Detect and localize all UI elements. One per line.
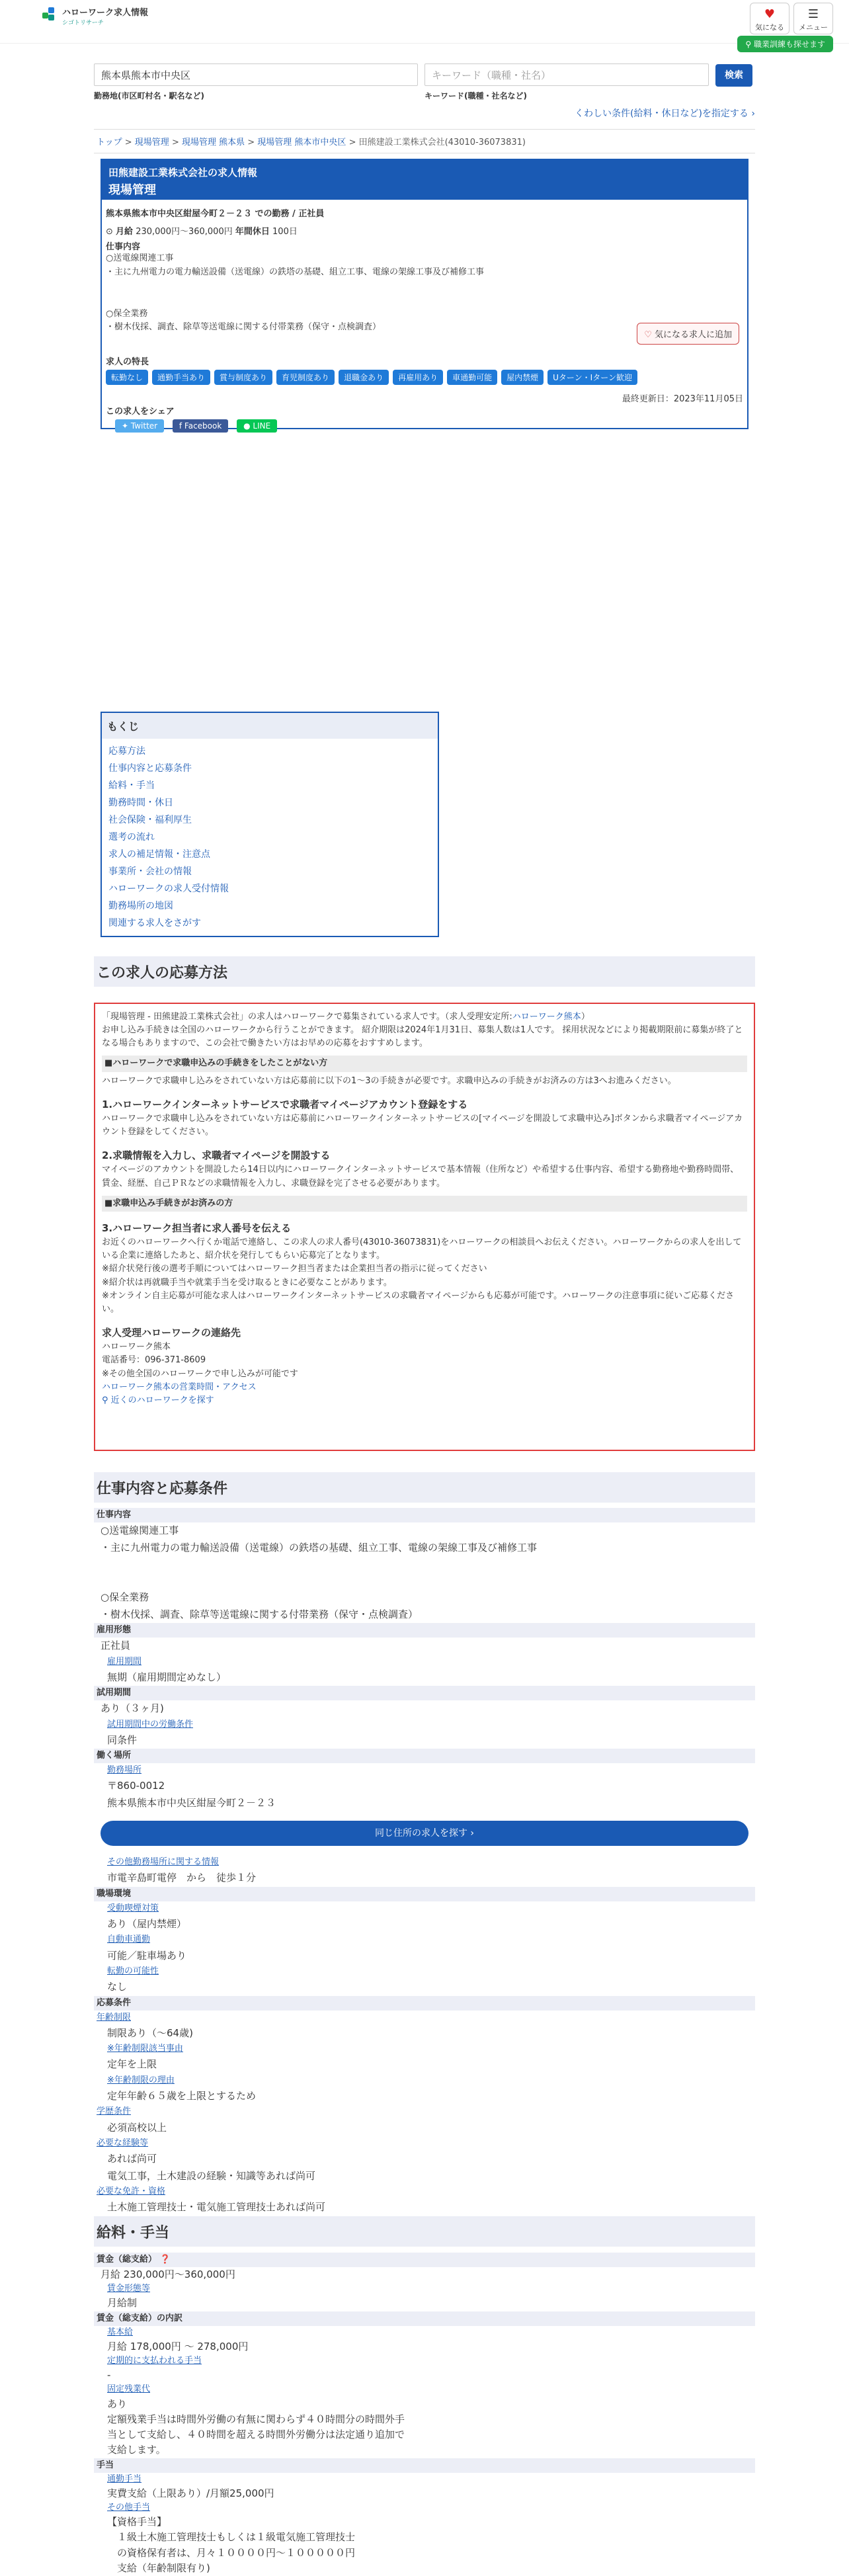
conditions-section <box>94 1508 755 2233</box>
trial-value: あり（３ヶ月) <box>101 1702 164 1715</box>
note: ※紹介状は再就職手当や就業手当を受け取るときに必要なことがあります。 <box>102 1277 392 1288</box>
trial-cond-value: 同条件 <box>107 1733 138 1746</box>
other-allowance-line: 支給（年齢制限有り) <box>107 2561 210 2574</box>
toc-item[interactable]: 関連する求人をさがす <box>108 918 201 929</box>
same-address-label: 同じ住所の求人を探す <box>374 1828 467 1839</box>
toc-item[interactable]: ハローワークの求人受付情報 <box>108 884 229 894</box>
duty-line: ○送電線関連工事 <box>106 253 174 263</box>
facebook-label: Facebook <box>184 421 222 431</box>
access-link[interactable]: ハローワーク熊本の営業時間・アクセス <box>102 1382 257 1392</box>
menu-label: メニュー <box>799 23 828 32</box>
feature-tag[interactable]: 車通勤可能 <box>447 370 497 385</box>
company-line: 田熊建設工業株式会社の求人情報 <box>108 167 258 179</box>
experience-value: あれば尚可 <box>107 2153 157 2165</box>
table-of-contents <box>101 712 439 937</box>
overtime-label: 固定残業代 <box>107 2384 151 2395</box>
yen-icon: ⊙ <box>106 227 113 237</box>
wage-label: 賃金（総支給） <box>97 2255 157 2264</box>
wage-bar <box>94 2253 755 2267</box>
age-value: 制限あり（～64歳) <box>107 2026 193 2039</box>
job-location-line: 熊本県熊本市中央区紺屋今町２－２３ での勤務 / 正社員 <box>106 209 325 219</box>
favorites-label: 気になる <box>755 23 784 32</box>
step1-title: 1.ハローワークインターネットサービスで求職者マイページアカウント登録をする <box>102 1098 468 1110</box>
updated-date: 最終更新日：2023年11月05日 <box>622 394 743 405</box>
experience-detail: 電気工事，土木建設の経験・知識等あれば尚可 <box>107 2169 316 2182</box>
age-reason2-value: 定年年齢６５歳を上限とするため <box>107 2089 257 2102</box>
toc-item[interactable]: 勤務時間・休日 <box>108 798 173 808</box>
pay-heading: 給料・手当 <box>94 2216 755 2247</box>
fixed-allowance-value: - <box>107 2369 111 2382</box>
other-place-value: 市電辛島町電停 から 徒歩１分 <box>107 1872 257 1884</box>
add-favorite-label: 気になる求人に追加 <box>654 330 732 340</box>
line-label: LINE <box>253 421 271 431</box>
search-icon: ⚲ <box>102 1395 108 1405</box>
contact-tel: 電話番号：096-371-8609 <box>102 1355 206 1366</box>
step2-text: マイページのアカウントを開設したら14日以内にハローワークインターネットサービスで基本情報（住所など）や希望する仕事内容、希望する勤務地や勤務時間帯、賃金、経歴、自己ＰＲなどの求職情報を入力し、求職登録を完了させる必要があります。 <box>102 1165 739 1188</box>
training-button[interactable] <box>737 36 833 52</box>
other-allowance-line: １級土木施工管理技士もしくは１級電気施工管理技士 <box>107 2531 356 2544</box>
contact-note: ※その他全国のハローワークで申し込みが可能です <box>102 1368 298 1379</box>
address: 熊本県熊本市中央区紺屋今町２－２３ <box>107 1796 276 1809</box>
education-value: 必須高校以上 <box>107 2121 167 2134</box>
other-allowance-line: 【資格手当】 <box>107 2516 167 2528</box>
line-share-button[interactable] <box>237 419 277 433</box>
toc-item[interactable]: 事業所・会社の情報 <box>108 866 192 877</box>
duty-spacer <box>94 1556 755 1573</box>
period-value: 無期（雇用期間定めなし） <box>107 1671 227 1683</box>
duty-spacer <box>94 1573 755 1589</box>
duty-line <box>106 294 743 308</box>
heart-outline-icon: ♡ <box>644 330 655 340</box>
chevron-right-icon: › <box>751 108 755 119</box>
transfer-value: なし <box>107 1981 128 1993</box>
transfer-label: 転勤の可能性 <box>107 1966 159 1977</box>
site-logo[interactable] <box>42 5 148 26</box>
note: ※オンライン自主応募が可能な求人はハローワークインターネットサービスの求職者マイページからも応募が可能です。ハローワークの注意事項に従いご応募ください。 <box>102 1290 735 1314</box>
feature-tag[interactable]: 屋内禁煙 <box>501 370 544 385</box>
holiday-label: 年間休日 <box>235 227 270 237</box>
commute-label: 通勤手当 <box>107 2473 142 2484</box>
apply-section: 「現場管理 - 田熊建設工業株式会社」の求人はハローワークで募集されている求人です。（求人受理安定所:ハローワーク熊本） お申し込み手続きは全国のハローワークから行うことができます。 紹介期限は2024年1月31日、募集人数は1人です。 採用状況などにより掲載期限前に募集が終了となる場合もありますので、この会社で働きたい方はお早めの応募をおすすめします。 ■ハローワークで求職申込みの手続きをしたことがない方 ハローワークで求職申し込みをされていない方は応募前に以下の1〜3の手続きが必要です。求職申込みの手続きがお済みの方は3へお進みください。 1.ハローワークインターネットサービスで求職者マイページアカウント登録をする ハローワークで求職申し込みをされていない方は応募前にハローワークインターネットサービスの[マイページを開設して求職申込み]ボタンから求職者マイページアカウント登録をしてください。 2.求職情報を入力し、求職者マイページを開設する マイページのアカウントを開設したら14日以内にハローワークインターネットサービスで基本情報（住所など）や希望する仕事内容、希望する勤務地や勤務時間帯、賃金、経歴、自己ＰＲなどの求職情報を入力し、求職登録を完了させる必要があります。 ■求職申込み手続きがお済みの方 3.ハローワーク担当者に求人番号を伝える お近くのハローワークへ行くか電話で連絡し、この求人の求人番号(43010-36073831)をハローワークの相談員へお伝えください。ハローワークからの求人を出している企業に連絡したあと、紹介状を発行してもらい応募完了となります。 ※紹介状発行後の選考手順についてはハローワーク担当者または企業担当者の指示に従ってください ※紹介状は再就職手当や就業手当を受け取るときに必要なことがあります。 ※オンライン自主応募が可能な求人はハローワークインターネットサービスの求職者マイページからも応募が可能です。ハローワークの注意事項に従いご応募ください。 求人受理ハローワークの連絡先 ハローワーク熊本 電話番号：096-371-8609 ※その他全国のハローワークで申し込みが可能です ハローワーク熊本の営業時間・アクセス ⚲ 近くのハローワークを探す <box>94 1003 755 1451</box>
conditions-heading: 仕事内容と応募条件 <box>94 1472 755 1503</box>
base-label: 基本給 <box>107 2327 134 2337</box>
keyword-input[interactable]: キーワード（職種・社名） <box>425 63 709 86</box>
contact-name: ハローワーク熊本 <box>102 1342 171 1352</box>
breadcrumb: トップ > 現場管理 > 現場管理 熊本県 > 現場管理 熊本市中央区 > 田熊建設工業株式会社(43010-36073831) <box>94 129 755 153</box>
main-container <box>94 63 755 2574</box>
employment-value: 正社員 <box>101 1640 131 1651</box>
pay-holiday-line <box>106 224 743 237</box>
other-place-label: その他勤務場所に関する情報 <box>107 1857 220 1868</box>
job-title: 現場管理 <box>108 183 156 197</box>
workplace-sub: 勤務場所 <box>107 1765 142 1776</box>
line-icon: ● <box>243 421 253 431</box>
env-bar: 職場環境 <box>94 1887 755 1901</box>
location-label: 勤務地(市区町村名・駅名など) <box>94 91 204 101</box>
breadcrumb-category[interactable]: 現場管理 <box>134 138 169 147</box>
heart-icon: ♥ <box>764 7 776 21</box>
twitter-label: Twitter <box>130 421 158 431</box>
twitter-icon: ✦ <box>122 421 131 431</box>
car-label: 自動車通勤 <box>107 1934 151 1945</box>
duties-label: 仕事内容 <box>106 242 141 252</box>
age-reason2-label: ※年齢制限の理由 <box>107 2075 175 2085</box>
period-label: 雇用期間 <box>107 1656 142 1667</box>
no-registration-text: ハローワークで求職申し込みをされていない方は応募前に以下の1〜3の手続きが必要です。求職申込みの手続きがお済みの方は3へお進みください。 <box>102 1075 676 1086</box>
duty-line: ・主に九州電力の電力輸送設備（送電線）の鉄塔の基礎、組立工事、電線の架線工事及び補修工事 <box>101 1541 538 1554</box>
duty-line: ・樹木伐採、調査、除草等送電線に関する付帯業務（保守・点検調査） <box>106 322 382 333</box>
duty-line: ・主に九州電力の電力輸送設備（送電線）の鉄塔の基礎、組立工事、電線の架線工事及び補修工事 <box>106 267 485 277</box>
feature-tag[interactable]: 通勤手当あり <box>152 370 210 385</box>
age-reason-label: ※年齢制限該当事由 <box>107 2044 183 2054</box>
breadcrumb-prefecture[interactable]: 現場管理 熊本県 <box>181 138 245 147</box>
step3-text: お近くのハローワークへ行くか電話で連絡し、この求人の求人番号(43010-36073831)をハローワークの相談員へお伝えください。ハローワークからの求人を出している企業に連絡したあと、紹介状を発行してもらい応募完了となります。 <box>102 1237 742 1261</box>
zip-code: 〒860-0012 <box>107 1780 165 1792</box>
pay-value: 230,000円〜360,000円 <box>136 227 233 237</box>
feature-tag[interactable]: 退職金あり <box>339 370 389 385</box>
license-value: 土木施工管理技士・電気施工管理技士あれば尚可 <box>107 2201 326 2214</box>
detail-search-link[interactable]: くわしい条件(給料・休日など)を指定する <box>575 108 748 119</box>
contact-title: 求人受理ハローワークの連絡先 <box>102 1327 241 1339</box>
duty-line: ○保全業務 <box>106 308 148 319</box>
age-label: 年齢制限 <box>97 2012 132 2022</box>
registered-strip: ■求職申込み手続きがお済みの方 <box>102 1196 747 1212</box>
feature-tags <box>106 370 743 385</box>
feature-tag[interactable]: 転勤なし <box>106 370 148 385</box>
holiday-value: 100日 <box>272 227 298 237</box>
step1-text: ハローワークで求職申し込みをされていない方は応募前にハローワークインターネットサービスの[マイページを開設して求職申込み]ボタンから求職者マイページアカウント登録をしてください。 <box>102 1113 743 1138</box>
toc-item[interactable]: 社会保険・福利厚生 <box>108 815 192 825</box>
toc-item[interactable]: 仕事内容と応募条件 <box>108 763 192 774</box>
site-header <box>0 0 849 44</box>
toc-item[interactable]: 応募方法 <box>108 746 145 757</box>
apply-heading: この求人の応募方法 <box>94 956 755 987</box>
logo-subtitle: シゴトリサーチ <box>62 20 104 26</box>
breadcrumb-city[interactable]: 現場管理 熊本市中央区 <box>257 138 346 147</box>
allowance-bar: 手当 <box>94 2458 755 2473</box>
toc-item[interactable]: 勤務場所の地図 <box>108 901 173 911</box>
step2-title: 2.求職情報を入力し、求職者マイページを開設する <box>102 1149 331 1162</box>
feature-tag[interactable]: 賞与制度あり <box>214 370 272 385</box>
favorites-button[interactable] <box>750 3 789 34</box>
duty-line: ○送電線関連工事 <box>101 1524 179 1536</box>
logo-icon <box>42 7 60 24</box>
facebook-icon: f <box>179 421 184 431</box>
commute-value: 実費支給（上限あり）/月額25,000円 <box>107 2487 274 2499</box>
duty-line: ○保全業務 <box>101 1591 149 1603</box>
overtime-detail: 支給します。 <box>107 2444 166 2456</box>
share-buttons <box>106 419 743 433</box>
education-label: 学歴条件 <box>97 2106 132 2117</box>
pay-section <box>94 2253 755 2576</box>
same-address-button[interactable] <box>101 1821 748 1846</box>
other-allowance-label: その他手当 <box>107 2502 151 2513</box>
fixed-allowance-label: 定期的に支払われる手当 <box>107 2356 202 2366</box>
pay-label: 月給 <box>116 227 134 237</box>
help-icon[interactable]: ❓ <box>159 2255 171 2264</box>
search-bar <box>94 63 755 101</box>
duties-bar: 仕事内容 <box>94 1508 755 1522</box>
wage-type-label: 賃金形態等 <box>107 2284 151 2294</box>
overtime-detail: 当として支給し、４０時間を超える時間外労働分は法定通り追加で <box>107 2429 405 2441</box>
overtime-value: あり <box>107 2397 128 2410</box>
car-value: 可能／駐車場あり <box>107 1949 187 1962</box>
breadcrumb-top[interactable]: トップ <box>97 138 122 147</box>
hellowork-link[interactable]: ハローワーク熊本 <box>512 1012 581 1022</box>
requirements-bar: 応募条件 <box>94 1996 755 2011</box>
no-registration-strip: ■ハローワークで求職申込みの手続きをしたことがない方 <box>102 1056 747 1071</box>
license-label: 必要な免許・資格 <box>97 2186 166 2197</box>
share-label: この求人をシェア <box>106 407 175 417</box>
feature-tag[interactable]: Uターン・Iターン歓迎 <box>547 370 637 385</box>
search-icon: ⚲ <box>745 40 754 49</box>
toc-title: もくじ <box>102 713 438 739</box>
features-label: 求人の特長 <box>106 357 149 368</box>
keyword-label: キーワード(職種・社名など) <box>425 91 527 101</box>
employment-bar: 雇用形態 <box>94 1623 755 1638</box>
base-value: 月給 178,000円 〜 278,000円 <box>107 2340 249 2352</box>
feature-tag[interactable]: 再雇用あり <box>393 370 443 385</box>
breakdown-bar: 賃金（総支給）の内訳 <box>94 2311 755 2326</box>
trial-bar: 試用期間 <box>94 1686 755 1700</box>
location-input[interactable]: 熊本県熊本市中央区 <box>94 63 418 86</box>
hamburger-icon: ☰ <box>807 7 819 21</box>
feature-tag[interactable]: 育児制度あり <box>276 370 335 385</box>
twitter-share-button[interactable] <box>115 419 164 433</box>
age-reason-value: 定年を上限 <box>107 2058 157 2071</box>
wage-type-value: 月給制 <box>107 2297 138 2309</box>
nearby-hellowork-link[interactable]: 近くのハローワークを探す <box>110 1395 214 1405</box>
breadcrumb-current: 田熊建設工業株式会社(43010-36073831) <box>358 138 526 147</box>
toc-item[interactable]: 求人の補足情報・注意点 <box>108 849 210 860</box>
logo-title: ハローワーク求人情報 <box>62 8 149 18</box>
experience-label: 必要な経験等 <box>97 2138 149 2149</box>
step3-title: 3.ハローワーク担当者に求人番号を伝える <box>102 1222 292 1234</box>
search-button[interactable]: 検索 <box>715 64 752 87</box>
other-allowance-line: の資格保有者は、月々１００００円～１０００００円 <box>107 2546 356 2559</box>
smoke-label: 受動喫煙対策 <box>107 1903 159 1913</box>
toc-item[interactable]: 選考の流れ <box>108 832 155 843</box>
job-summary-card <box>101 159 748 429</box>
apply-intro-2: お申し込み手続きは全国のハローワークから行うことができます。 紹介期限は2024年1月31日、募集人数は1人です。 採用状況などにより掲載期限前に募集が終了となる場合もありますので、この会社で働きたい方はお早めの応募をおすすめします。 <box>102 1025 743 1049</box>
workplace-bar: 働く場所 <box>94 1749 755 1763</box>
wage-value: 月給 230,000円〜360,000円 <box>101 2268 235 2280</box>
menu-button[interactable] <box>793 3 833 34</box>
add-favorite-button[interactable] <box>637 323 739 345</box>
duty-line: ・樹木伐採、調査、除草等送電線に関する付帯業務（保守・点検調査） <box>101 1608 419 1620</box>
overtime-detail: 定額残業手当は時間外労働の有無に関わらず４０時間分の時間外手 <box>107 2413 405 2425</box>
note: ※紹介状発行後の選考手順についてはハローワーク担当者または企業担当者の指示に従ってください <box>102 1264 487 1274</box>
smoke-value: あり（屋内禁煙） <box>107 1917 187 1930</box>
apply-intro: 「現場管理 - 田熊建設工業株式会社」の求人はハローワークで募集されている求人です。（求人受理安定所: <box>102 1012 512 1022</box>
training-label: 職業訓練も探せます <box>753 40 825 49</box>
chevron-right-icon: › <box>470 1828 475 1839</box>
duty-line <box>106 280 743 294</box>
facebook-share-button[interactable] <box>173 419 228 433</box>
trial-cond-label: 試用期間中の労働条件 <box>107 1719 194 1729</box>
toc-item[interactable]: 給料・手当 <box>108 780 155 791</box>
